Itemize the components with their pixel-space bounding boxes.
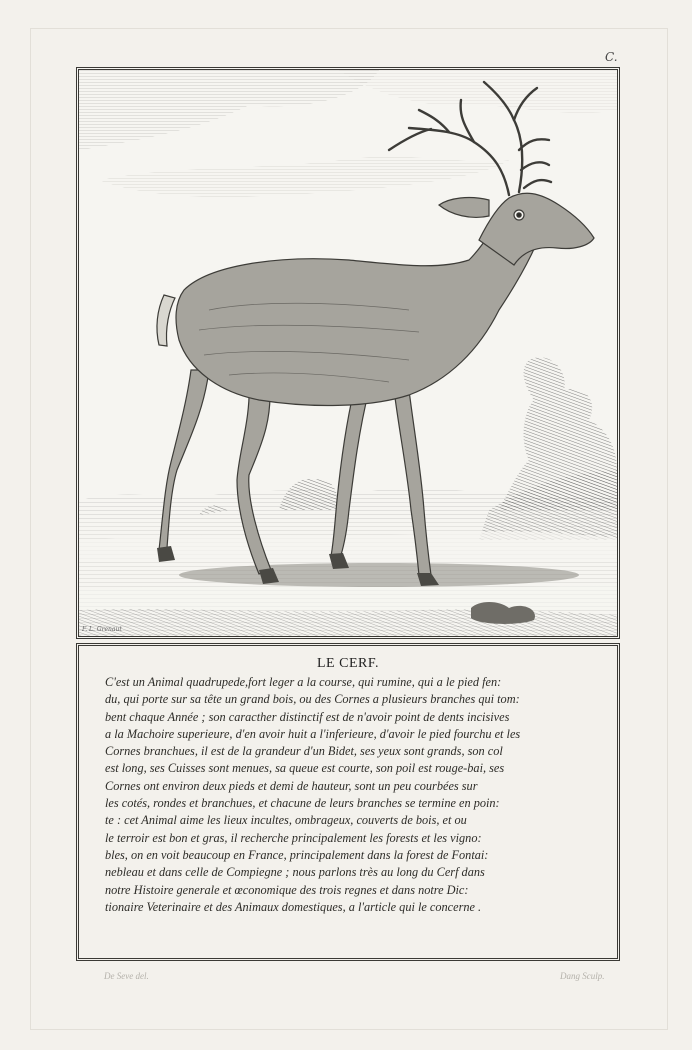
credit-engraver: Dang Sculp.: [560, 971, 605, 981]
description-line: C'est un Animal quadrupede,fort leger a la course, qui rumine, qui a le pied fen:: [105, 675, 502, 689]
stag-shadow: [179, 563, 579, 587]
illustration-frame: [76, 67, 620, 639]
description-line: tionaire Veterinaire et des Animaux domestiques, a l'article qui le concerne .: [105, 899, 482, 914]
credit-designer: De Seve del.: [104, 971, 149, 981]
engraver-signature: F. L. Grenaut: [82, 626, 122, 633]
plate-title: LE CERF.: [317, 656, 379, 671]
stag-illustration: [79, 70, 617, 636]
description-line: bles, on en voit beaucoup en France, principalement dans la forest de Fontai:: [105, 847, 489, 862]
description-line: te : cet Animal aime les lieux incultes, ombrageux, couverts de bois, et ou: [105, 813, 467, 828]
text-frame: [76, 643, 620, 961]
description-line: les cotés, rondes et branchues, et chacune de leurs branches se termine en poin:: [105, 796, 500, 811]
description-line: a la Machoire superieure, d'en avoir huit a l'inferieure, d'avoir le pied fourchu et les: [105, 726, 521, 741]
description: [105, 674, 599, 916]
description-line: est long, ses Cuisses sont menues, sa queue est courte, son poil est rouge-bai, ses: [105, 761, 505, 776]
description-line: notre Histoire generale et œconomique des trois regnes et dans notre Dic:: [105, 882, 469, 897]
description-line: bent chaque Année ; son caracther distinctif est de n'avoir point de dents incisives: [105, 709, 510, 724]
plate-letter: C.: [605, 50, 618, 64]
description-line: le terroir est bon et gras, il recherche principalement les forests et les vigno:: [105, 830, 482, 845]
description-line: nebleau et dans celle de Compiegne ; nous parlons très au long du Cerf dans: [105, 865, 485, 880]
description-line: du, qui porte sur sa tête un grand bois, ou des Cornes a plusieurs branches qui tom:: [105, 692, 520, 707]
description-line: Cornes ont environ deux pieds et demi de hauteur, sont un peu courbées sur: [105, 778, 478, 793]
description-line: Cornes branchues, il est de la grandeur d'un Bidet, ses yeux sont grands, son col: [105, 744, 503, 759]
